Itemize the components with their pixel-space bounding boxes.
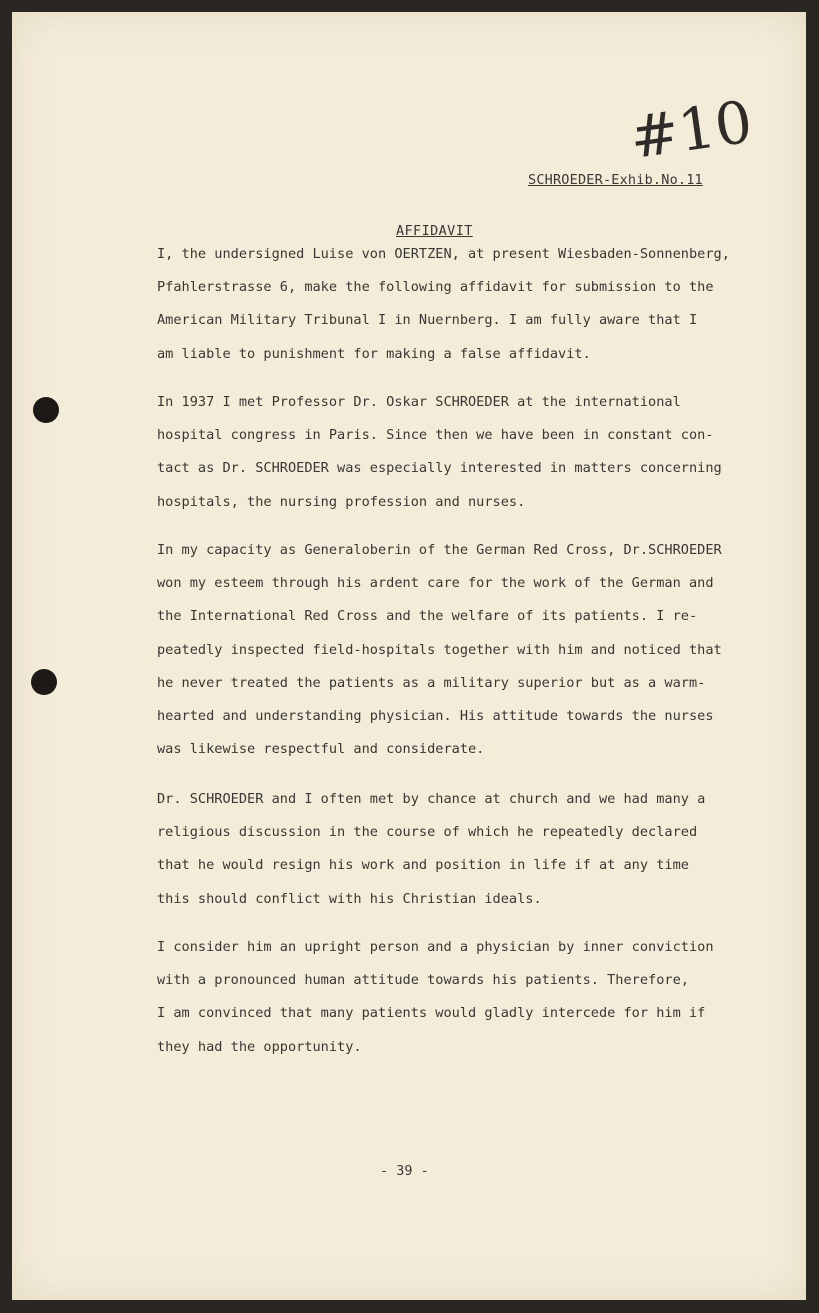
text-line: he never treated the patients as a military superior but as a warm-	[157, 674, 706, 691]
page-number: - 39 -	[380, 1163, 429, 1179]
text-line: In my capacity as Generaloberin of the German Red Cross, Dr.SCHROEDER	[157, 542, 722, 558]
text-line: religious discussion in the course of which he repeatedly declared	[157, 824, 698, 841]
paragraph-1	[157, 238, 732, 371]
paragraph-3	[157, 534, 732, 766]
text-line: Pfahlerstrasse 6, make the following affidavit for submission to the	[157, 279, 714, 296]
punch-hole-top	[33, 397, 59, 423]
document-page	[12, 12, 806, 1300]
text-line: the International Red Cross and the welfare of its patients. I re-	[157, 608, 698, 625]
text-line: am liable to punishment for making a false affidavit.	[157, 345, 591, 362]
text-line: Dr. SCHROEDER and I often met by chance at church and we had many a	[157, 791, 706, 807]
text-line: I am convinced that many patients would gladly intercede for him if	[157, 1005, 706, 1022]
paragraph-5	[157, 931, 732, 1064]
text-line: with a pronounced human attitude towards his patients. Therefore,	[157, 972, 689, 989]
text-line: I consider him an upright person and a physician by inner conviction	[157, 939, 714, 955]
text-line: was likewise respectful and considerate.	[157, 741, 485, 758]
text-line: hearted and understanding physician. His attitude towards the nurses	[157, 708, 714, 725]
text-line: hospital congress in Paris. Since then we have been in constant con-	[157, 427, 714, 444]
text-line: they had the opportunity.	[157, 1038, 362, 1055]
text-line: that he would resign his work and position in life if at any time	[157, 857, 689, 874]
document-title: AFFIDAVIT	[396, 223, 473, 239]
paragraph-2	[157, 386, 732, 519]
text-line: hospitals, the nursing profession and nurses.	[157, 493, 526, 510]
text-line: won my esteem through his ardent care for the work of the German and	[157, 575, 714, 592]
exhibit-label: SCHROEDER-Exhib.No.11	[528, 172, 703, 188]
paragraph-4	[157, 783, 732, 916]
text-line: American Military Tribunal I in Nuernberg. I am fully aware that I	[157, 312, 698, 329]
text-line: this should conflict with his Christian ideals.	[157, 890, 542, 907]
handwritten-exhibit-mark: #10	[625, 87, 757, 172]
text-line: peatedly inspected field-hospitals together with him and noticed that	[157, 641, 722, 658]
text-line: I, the undersigned Luise von OERTZEN, at present Wiesbaden-Sonnenberg,	[157, 246, 730, 262]
punch-hole-bottom	[31, 669, 57, 695]
text-line: tact as Dr. SCHROEDER was especially interested in matters concerning	[157, 460, 722, 477]
text-line: In 1937 I met Professor Dr. Oskar SCHROEDER at the international	[157, 394, 681, 410]
